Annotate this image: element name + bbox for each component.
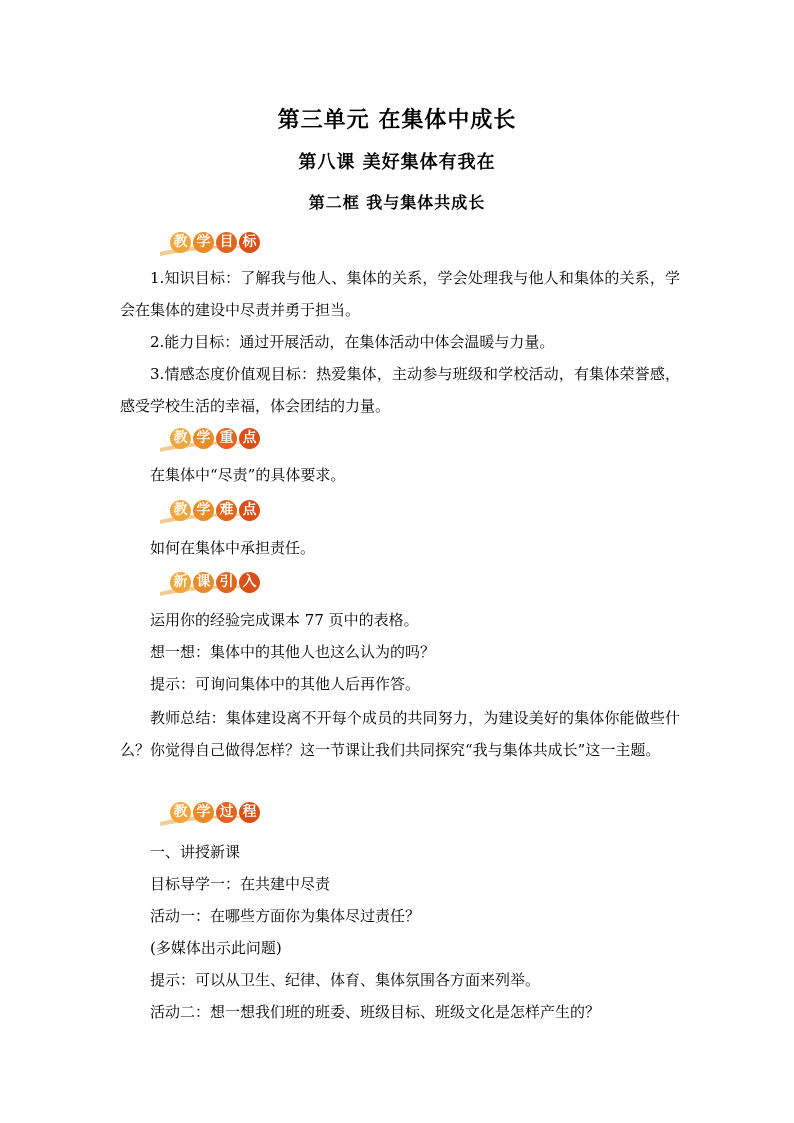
process-line-6: 活动二：想一想我们班的班委、班级目标、班级文化是怎样产生的？ (150, 1003, 601, 1021)
process-line-2: 目标导学一：在共建中尽责 (150, 875, 331, 893)
process-line-4: (多媒体出示此问题) (150, 939, 282, 957)
process-line-3: 活动一：在哪些方面你为集体尽过责任？ (150, 907, 421, 925)
tag-char: 过 (216, 802, 237, 823)
tag-char: 学 (193, 428, 214, 449)
goal-item-3: 3.情感态度价值观目标：热爱集体，主动参与班级和学校活动，有集体荣誉感，感受学校生活的幸福，体会团结的力量。 (120, 365, 680, 415)
unit-title: 第三单元 在集体中成长 (277, 108, 517, 133)
tag-char: 教 (170, 428, 191, 449)
intro-summary: 教师总结：集体建设离不开每个成员的共同努力，为建设美好的集体你能做些什么？你觉得自己做得怎样？这一节课让我们共同探究“我与集体共成长”这一主题。 (120, 709, 680, 759)
key-point-text: 在集体中“尽责”的具体要求。 (150, 466, 346, 484)
frame-title: 第二框 我与集体共成长 (308, 193, 486, 212)
process-line-1: 一、讲授新课 (150, 843, 241, 861)
goal-item-2: 2.能力目标：通过开展活动，在集体活动中体会温暖与力量。 (150, 333, 555, 351)
difficult-point-text: 如何在集体中承担责任。 (150, 539, 316, 557)
tag-char: 课 (193, 572, 214, 593)
tag-char: 点 (239, 428, 260, 449)
tag-char: 入 (239, 572, 260, 593)
tag-char: 难 (216, 500, 237, 521)
intro-line-1: 运用你的经验完成课本 77 页中的表格。 (150, 611, 419, 629)
tag-char: 标 (239, 232, 260, 253)
tag-char: 学 (193, 802, 214, 823)
tag-char: 学 (193, 232, 214, 253)
intro-line-2: 想一想：集体中的其他人也这么认为的吗？ (150, 643, 436, 661)
goal-item-1: 1.知识目标：了解我与他人、集体的关系，学会处理我与他人和集体的关系，学会在集体的建设中尽责并勇于担当。 (120, 269, 680, 319)
tag-char: 点 (239, 500, 260, 521)
tag-char: 重 (216, 428, 237, 449)
tag-char: 教 (170, 802, 191, 823)
tag-char: 教 (170, 232, 191, 253)
process-line-5: 提示：可以从卫生、纪律、体育、集体氛围各方面来列举。 (150, 971, 541, 989)
tag-char: 学 (193, 500, 214, 521)
intro-line-3: 提示：可询问集体中的其他人后再作答。 (150, 675, 421, 693)
tag-char: 程 (239, 802, 260, 823)
tag-char: 新 (170, 572, 191, 593)
tag-char: 引 (216, 572, 237, 593)
tag-char: 教 (170, 500, 191, 521)
lesson-title: 第八课 美好集体有我在 (298, 152, 496, 173)
tag-char: 目 (216, 232, 237, 253)
